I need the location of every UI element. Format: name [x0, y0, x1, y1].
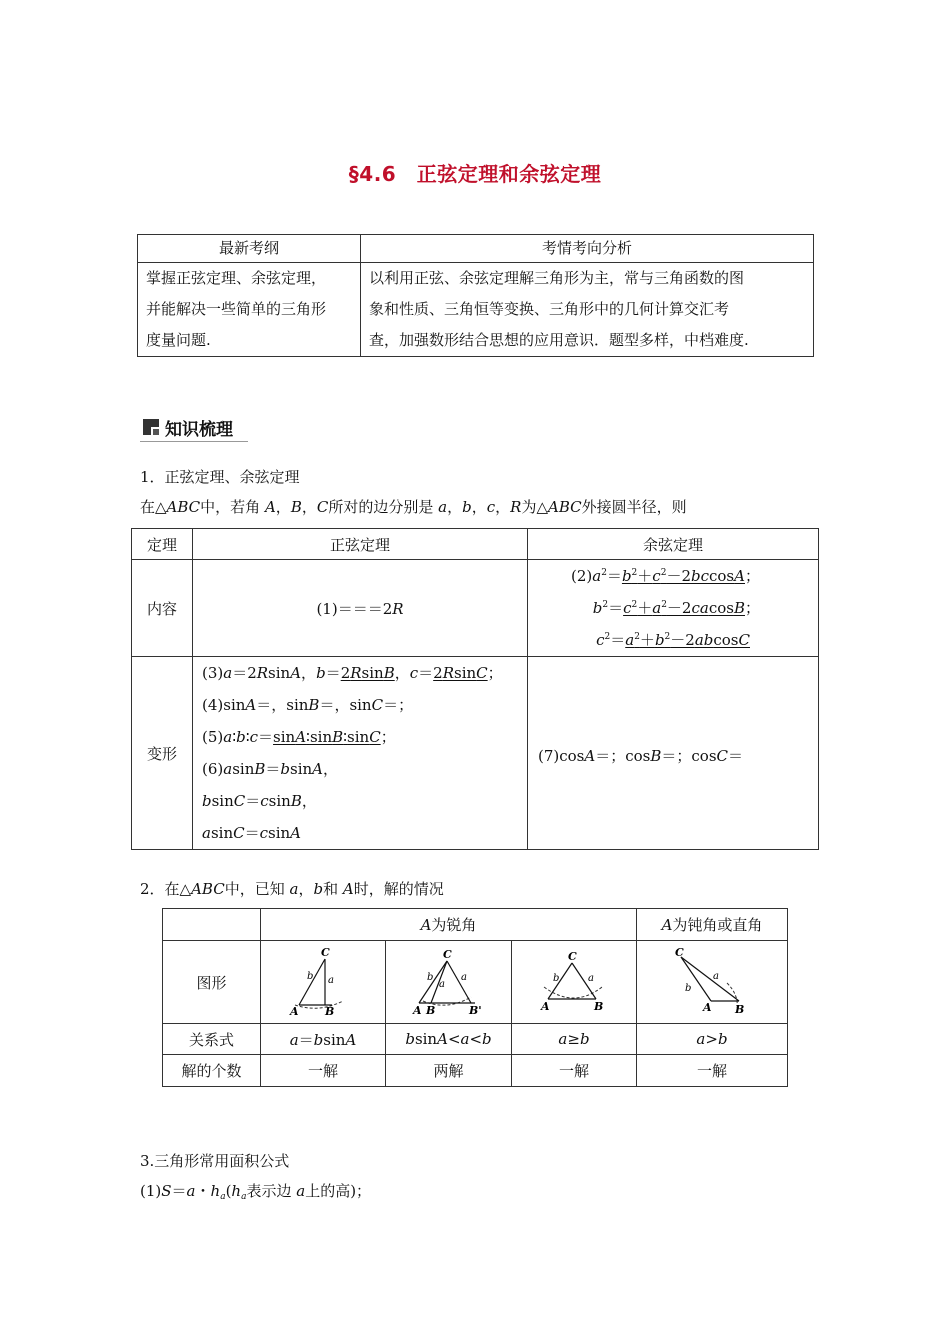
svg-text:B: B [425, 1004, 435, 1017]
solutions-table [162, 908, 788, 1087]
svg-text:b: b [426, 972, 433, 983]
label-B: B [325, 1005, 335, 1017]
relation-3: a≥b [512, 1024, 637, 1055]
svg-text:B': B' [468, 1004, 482, 1017]
svg-text:a: a [460, 972, 467, 983]
relation-2: bsinA<a<b [386, 1024, 512, 1055]
item1-title: 1．正弦定理、余弦定理 [140, 468, 300, 486]
svg-text:A: A [703, 1001, 712, 1014]
count-2: 两解 [386, 1055, 512, 1087]
syllabus-left-cell: 掌握正弦定理、余弦定理， 并能解决一些简单的三角形 度量问题. [138, 263, 361, 357]
relation-row-label: 关系式 [163, 1024, 261, 1055]
count-row-label: 解的个数 [163, 1055, 261, 1087]
svg-text:A: A [412, 1004, 422, 1017]
figure-obtuse [637, 941, 788, 1024]
theorem-table [131, 528, 819, 850]
svg-text:a: a [713, 971, 719, 982]
corner-cell [163, 909, 261, 941]
svg-text:a: a [588, 973, 594, 984]
svg-text:b: b [685, 983, 692, 994]
label-A: A [290, 1005, 299, 1017]
variant-row-label: 变形 [132, 657, 193, 850]
sine-variants: (3)a＝2RsinA，b＝2RsinB，c＝2RsinC； (4)sinA＝，sinB＝，sinC＝； (5)a∶b∶c＝sinA∶sinB∶sinC； (6)asinB＝bsinA， bsinC＝csinB， asinC＝csinA [193, 657, 528, 850]
section-heading: 知识梳理 [140, 412, 248, 442]
cosine-header: 余弦定理 [528, 529, 819, 560]
relation-1: a＝bsinA [261, 1024, 386, 1055]
count-1: 一解 [261, 1055, 386, 1087]
sine-header: 正弦定理 [193, 529, 528, 560]
syllabus-right-cell: 以利用正弦、余弦定理解三角形为主，常与三角函数的图 象和性质、三角恒等变换、三角形中的几何计算交汇考 查，加强数形结合思想的应用意识．题型多样，中档难度. [361, 263, 814, 357]
cosine-variant: (7)cosA＝；cosB＝；cosC＝ [528, 657, 819, 850]
svg-text:B: B [735, 1003, 745, 1016]
label-a: a [328, 975, 334, 986]
triangle-figure-2 [409, 947, 489, 1017]
svg-text:C: C [675, 947, 684, 959]
syllabus-header-right: 考情考向分析 [361, 235, 814, 263]
figure-one-solution-ageb [512, 941, 637, 1024]
sine-content: (1)＝＝＝2R [193, 560, 528, 657]
figure-two-solutions [386, 941, 512, 1024]
item3-title: 3.三角形常用面积公式 [140, 1152, 290, 1170]
item3-formula: (1)S＝a・$h_a(h_a$表示边 a上的高)； [140, 1182, 372, 1202]
item1-intro: 在△ABC中，若角 A，B，C所对的边分别是 a，b，c，R为△ABC外接圆半径，则 [140, 498, 687, 516]
obtuse-header: A为钝角或直角 [637, 909, 788, 941]
item2-title: 2．在△ABC中，已知 a，b和 A时，解的情况 [140, 880, 444, 898]
acute-header: A为锐角 [261, 909, 637, 941]
count-4: 一解 [637, 1055, 788, 1087]
page-title: §4.6 正弦定理和余弦定理 [348, 162, 602, 186]
figure-one-solution-right [261, 941, 386, 1024]
svg-text:b: b [553, 973, 560, 984]
figure-row-label: 图形 [163, 941, 261, 1024]
svg-text:C: C [442, 948, 452, 961]
svg-text:A: A [541, 1000, 550, 1013]
relation-4: a>b [637, 1024, 788, 1055]
label-b: b [307, 971, 314, 982]
syllabus-table [137, 234, 814, 357]
svg-text:B: B [594, 1000, 604, 1013]
cosine-content: $(2)a^2=b^2+c^2-2bccosA$； $b^2=c^2+a^2-2cacosB$； $c^2=a^2+b^2-2abcosC$ [528, 560, 819, 657]
syllabus-header-left: 最新考纲 [138, 235, 361, 263]
triangle-figure-1 [287, 947, 359, 1017]
svg-text:a: a [438, 979, 445, 990]
count-3: 一解 [512, 1055, 637, 1087]
content-row-label: 内容 [132, 560, 193, 657]
triangle-figure-4 [667, 947, 757, 1017]
triangle-figure-3 [534, 947, 614, 1017]
theorem-header: 定理 [132, 529, 193, 560]
svg-text:C: C [568, 950, 577, 963]
label-C: C [321, 947, 330, 959]
